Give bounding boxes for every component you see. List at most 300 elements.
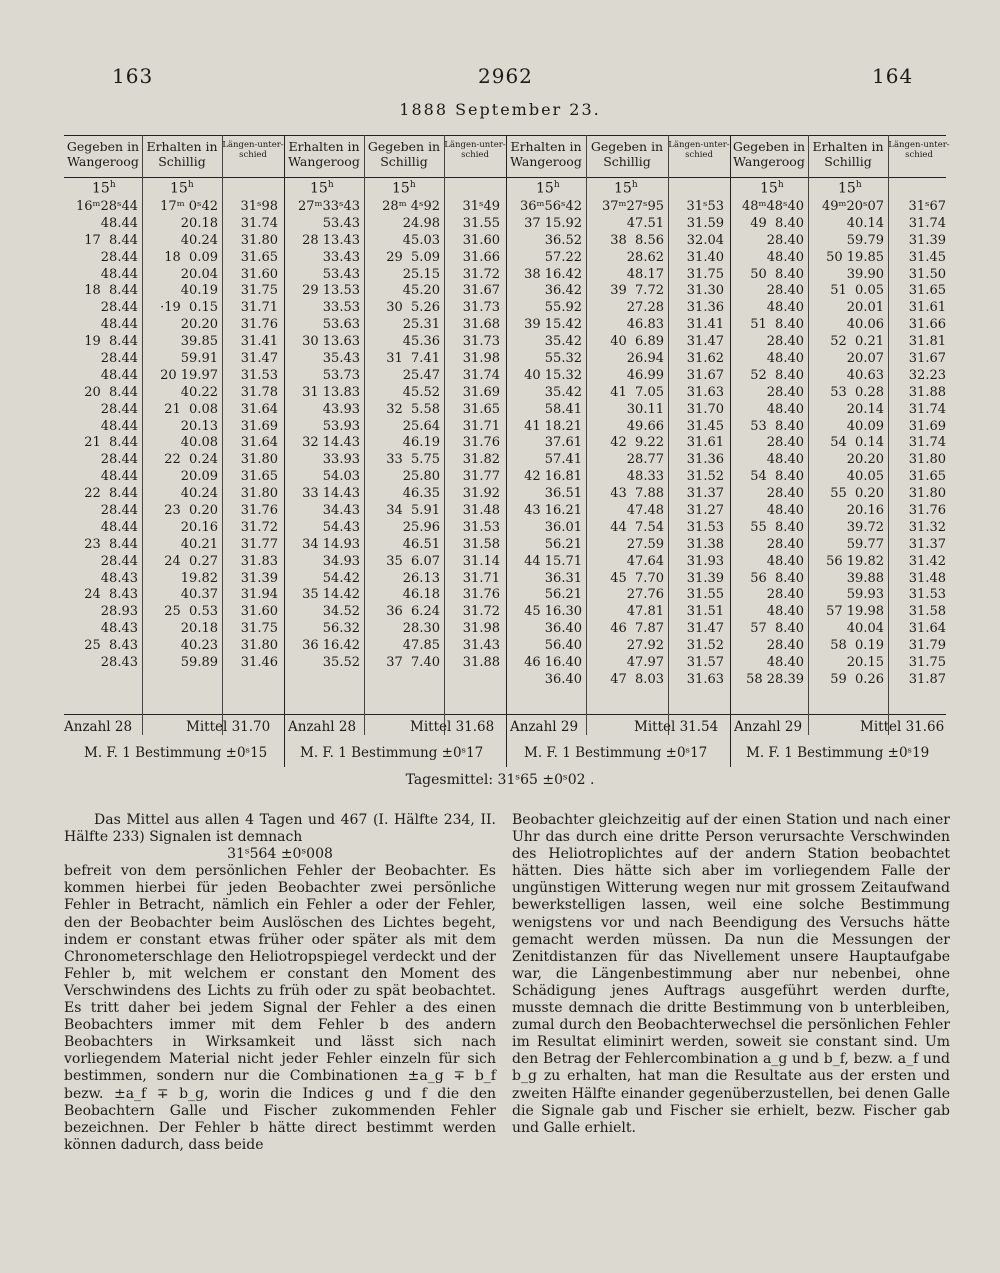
table-cell: 40.24 bbox=[180, 232, 218, 248]
page-number-right: 164 bbox=[872, 64, 914, 88]
table-cell: 48.43 bbox=[100, 621, 138, 637]
table-cell: 31.36 bbox=[686, 452, 724, 468]
table-cell: 53.63 bbox=[322, 317, 360, 333]
table-cell: 48.40 bbox=[766, 351, 804, 367]
table-cell: 25.47 bbox=[402, 367, 440, 383]
table-cell: 31.61 bbox=[908, 300, 946, 316]
table-cell: 40.05 bbox=[846, 469, 884, 485]
table-cell: 31.43 bbox=[462, 638, 500, 654]
table-cell: 31.36 bbox=[686, 300, 724, 316]
table-cell: 32.04 bbox=[686, 232, 724, 248]
table-cell: 55.32 bbox=[544, 351, 582, 367]
table-cell: 31.87 bbox=[908, 671, 946, 687]
table-cell: 45 16.30 bbox=[524, 604, 582, 620]
table-cell: 31.67 bbox=[908, 351, 946, 367]
table-cell: 31.76 bbox=[462, 587, 500, 603]
table-cell: 31.79 bbox=[908, 638, 946, 654]
table-cell: 50 19.85 bbox=[826, 249, 884, 265]
table-cell: 31.93 bbox=[686, 553, 724, 569]
table-cell: 20.15 bbox=[846, 655, 884, 671]
table-cell: 45.20 bbox=[402, 283, 440, 299]
column-header: Gegeben in Wangeroog bbox=[732, 139, 806, 169]
table-cell: 28.40 bbox=[766, 435, 804, 451]
table-cell: 19 8.44 bbox=[84, 334, 138, 350]
paragraph: befreit von dem persönlichen Fehler der Beobachter. Es kommen hierbei für jeden Beobachter zwei persönliche Fehler in Betracht, nämlich ein Fehler a oder der Fehler, den der Beobachter beim Auslöschen des Lichtes begeht, indem er constant etwas früher oder später als mit dem Chronometerschlage den Heliotropspiegel verdeckt und der Fehler b, mit welchem er constant den Moment des Verschwindens des Lichts zu früh oder zu spät beobachtet. Es tritt daher bei jedem Signal der Fehler a des einen Beobachters immer mit dem Fehler b des andern Beobachters in Wirksamkeit und lässt sich nach vorliegendem Material nicht jeder Fehler einzeln für sich bestimmen, sondern nur die Combinationen ±a_g ∓ b_f bezw. ±a_f ∓ b_g, worin die Indices g und f die den Beobachtern Galle und Fischer zukommenden Fehler bezeichnen. Der Fehler b hätte direct bestimmt werden können dadurch, dass beide bbox=[64, 863, 496, 1153]
table-cell: 46 16.40 bbox=[524, 655, 582, 671]
table-cell: 31.70 bbox=[686, 401, 724, 417]
table-cell: 28.44 bbox=[100, 249, 138, 265]
table-cell: 31.59 bbox=[686, 215, 724, 231]
table-cell: 47.51 bbox=[626, 215, 664, 231]
table-cell: 31.45 bbox=[908, 249, 946, 265]
table-cell: 28.44 bbox=[100, 503, 138, 519]
table-cell: 31.74 bbox=[908, 215, 946, 231]
table-cell: 50 8.40 bbox=[750, 266, 804, 282]
table-cell: 20.20 bbox=[846, 452, 884, 468]
table-cell: 48.43 bbox=[100, 570, 138, 586]
table-cell: 20.18 bbox=[180, 215, 218, 231]
table-cell: 31.38 bbox=[686, 536, 724, 552]
table-cell: 37ᵐ27ˢ95 bbox=[602, 199, 664, 214]
table-cell: 27.59 bbox=[626, 536, 664, 552]
table-cell: 58 0.19 bbox=[830, 638, 884, 654]
table-cell: 31.60 bbox=[240, 604, 278, 620]
table-cell: 31.74 bbox=[908, 435, 946, 451]
table-cell: 31.41 bbox=[240, 334, 278, 350]
table-cell: 40.14 bbox=[846, 215, 884, 231]
table-header-rule bbox=[64, 177, 946, 178]
table-cell: 25 8.43 bbox=[84, 638, 138, 654]
table-cell: 56.21 bbox=[544, 587, 582, 603]
table-cell: 20.01 bbox=[846, 300, 884, 316]
table-cell: 31.32 bbox=[908, 519, 946, 535]
table-cell: 31.60 bbox=[462, 232, 500, 248]
table-cell: 31.74 bbox=[908, 401, 946, 417]
table-cell: 28.40 bbox=[766, 486, 804, 502]
table-cell: 51 8.40 bbox=[750, 317, 804, 333]
table-cell: 35.42 bbox=[544, 334, 582, 350]
mean-error-label: M. F. 1 Bestimmung ±0ˢ17 bbox=[300, 745, 484, 761]
table-cell: 43 16.21 bbox=[524, 503, 582, 519]
table-cell: 31.65 bbox=[240, 249, 278, 265]
table-cell: 30 5.26 bbox=[386, 300, 440, 316]
table-cell: 35 14.42 bbox=[302, 587, 360, 603]
table-cell: 31.80 bbox=[908, 486, 946, 502]
table-cell: 40.22 bbox=[180, 384, 218, 400]
table-cell: 31.63 bbox=[686, 671, 724, 687]
table-cell: 31.72 bbox=[462, 266, 500, 282]
table-cell: 55.92 bbox=[544, 300, 582, 316]
table-cell: 38 16.42 bbox=[524, 266, 582, 282]
table-cell: 40.63 bbox=[846, 367, 884, 383]
table-cell: 40.19 bbox=[180, 283, 218, 299]
table-cell: 49ᵐ20ˢ07 bbox=[822, 199, 884, 214]
table-cell: 36.31 bbox=[544, 570, 582, 586]
table-cell: 31.69 bbox=[240, 418, 278, 434]
table-cell: 31.80 bbox=[240, 638, 278, 654]
table-cell: 48.40 bbox=[766, 249, 804, 265]
column-header: Gegeben in Wangeroog bbox=[66, 139, 140, 169]
table-cell: 31.76 bbox=[240, 503, 278, 519]
table-cell: 31.53 bbox=[462, 519, 500, 535]
table-cell: 36.51 bbox=[544, 486, 582, 502]
daily-mean: Tagesmittel: 31ˢ65 ±0ˢ02 . bbox=[405, 772, 595, 788]
table-cell: 48.40 bbox=[766, 503, 804, 519]
table-cell: 31.47 bbox=[686, 621, 724, 637]
table-cell: 36.42 bbox=[544, 283, 582, 299]
table-cell: 33.53 bbox=[322, 300, 360, 316]
table-cell: 31.75 bbox=[240, 621, 278, 637]
column-header: Gegeben in Schillig bbox=[590, 139, 664, 169]
table-cell: 31.82 bbox=[462, 452, 500, 468]
table-cell: 52 0.21 bbox=[830, 334, 884, 350]
table-cell: 28.77 bbox=[626, 452, 664, 468]
table-cell: 17ᵐ 0ˢ42 bbox=[160, 199, 218, 214]
table-cell: 47.64 bbox=[626, 553, 664, 569]
table-cell: 48.40 bbox=[766, 553, 804, 569]
table-cell: 28.40 bbox=[766, 283, 804, 299]
table-cell: 53.93 bbox=[322, 418, 360, 434]
table-cell: 57.22 bbox=[544, 249, 582, 265]
paragraph: Das Mittel aus allen 4 Tagen und 467 (I. Hälfte 234, II. Hälfte 233) Signalen ist demnach bbox=[64, 812, 496, 846]
table-cell: 31.64 bbox=[240, 401, 278, 417]
table-cell: 37 15.92 bbox=[524, 215, 582, 231]
table-cell: 17 8.44 bbox=[84, 232, 138, 248]
table-cell: 46 7.87 bbox=[610, 621, 664, 637]
table-cell: 27.28 bbox=[626, 300, 664, 316]
table-cell: 34.93 bbox=[322, 553, 360, 569]
table-cell: 31.80 bbox=[240, 452, 278, 468]
count-label: Anzahl 28 bbox=[288, 719, 357, 735]
table-cell: 47.85 bbox=[402, 638, 440, 654]
table-cell: 28.40 bbox=[766, 384, 804, 400]
table-cell: 42 9.22 bbox=[610, 435, 664, 451]
table-cell: 31.76 bbox=[908, 503, 946, 519]
table-cell: 28.93 bbox=[100, 604, 138, 620]
table-cell: 39 7.72 bbox=[610, 283, 664, 299]
table-cell: 31.76 bbox=[462, 435, 500, 451]
table-cell: 31.94 bbox=[240, 587, 278, 603]
table-cell: 42 16.81 bbox=[524, 469, 582, 485]
table-cell: 31.53 bbox=[686, 519, 724, 535]
data-column-given-wangeroog bbox=[730, 199, 804, 689]
table-cell: 20.07 bbox=[846, 351, 884, 367]
table-cell: 54 8.40 bbox=[750, 469, 804, 485]
table-cell: 37.61 bbox=[544, 435, 582, 451]
table-cell: 48.40 bbox=[766, 604, 804, 620]
table-cell: 31.65 bbox=[908, 283, 946, 299]
table-cell: 31.72 bbox=[240, 519, 278, 535]
table-cell: 55 8.40 bbox=[750, 519, 804, 535]
table-cell: 56.32 bbox=[322, 621, 360, 637]
table-cell: 23 0.20 bbox=[164, 503, 218, 519]
table-cell: 31 13.83 bbox=[302, 384, 360, 400]
table-cell: 31.47 bbox=[240, 351, 278, 367]
table-cell: 39 15.42 bbox=[524, 317, 582, 333]
mean-label: Mittel 31.68 bbox=[410, 719, 495, 735]
table-cell: 31.39 bbox=[908, 232, 946, 248]
table-cell: 47.81 bbox=[626, 604, 664, 620]
table-cell: 25.96 bbox=[402, 519, 440, 535]
page-number-center: 2962 bbox=[478, 64, 533, 88]
table-cell: 51 0.05 bbox=[830, 283, 884, 299]
table-cell: 49 8.40 bbox=[750, 215, 804, 231]
table-cell: 25.31 bbox=[402, 317, 440, 333]
table-cell: 39.72 bbox=[846, 519, 884, 535]
table-cell: 28.40 bbox=[766, 638, 804, 654]
table-cell: 31.88 bbox=[462, 655, 500, 671]
date-title: 1888 September 23. bbox=[399, 100, 601, 119]
table-cell: 48.40 bbox=[766, 655, 804, 671]
table-cell: 31.71 bbox=[462, 570, 500, 586]
table-cell: 31.81 bbox=[908, 334, 946, 350]
table-cell: 41 7.05 bbox=[610, 384, 664, 400]
table-cell: 46.83 bbox=[626, 317, 664, 333]
table-cell: 54 0.14 bbox=[830, 435, 884, 451]
table-cell: 20.13 bbox=[180, 418, 218, 434]
table-cell: 31.57 bbox=[686, 655, 724, 671]
table-cell: 48.44 bbox=[100, 215, 138, 231]
body-text-left bbox=[64, 812, 496, 1154]
table-cell: 21 8.44 bbox=[84, 435, 138, 451]
table-cell: 31.66 bbox=[462, 249, 500, 265]
table-cell: 31.58 bbox=[462, 536, 500, 552]
mean-error-label: M. F. 1 Bestimmung ±0ˢ15 bbox=[84, 745, 268, 761]
table-cell: 40.09 bbox=[846, 418, 884, 434]
table-cell: 40 15.32 bbox=[524, 367, 582, 383]
table-cell: 31.52 bbox=[686, 469, 724, 485]
table-cell: 36.40 bbox=[544, 621, 582, 637]
table-cell: 40.08 bbox=[180, 435, 218, 451]
table-cell: 31.98 bbox=[462, 351, 500, 367]
hour-label: 15$^h$ bbox=[536, 180, 560, 197]
table-cell: 34.52 bbox=[322, 604, 360, 620]
table-cell: 45.03 bbox=[402, 232, 440, 248]
table-cell: 31.53 bbox=[240, 367, 278, 383]
table-cell: 58.41 bbox=[544, 401, 582, 417]
table-cell: 27.76 bbox=[626, 587, 664, 603]
table-cell: 28ᵐ 4ˢ92 bbox=[382, 199, 440, 214]
table-cell: 36.01 bbox=[544, 519, 582, 535]
table-cell: 46.18 bbox=[402, 587, 440, 603]
hour-label: 15$^h$ bbox=[310, 180, 334, 197]
table-cell: 59.77 bbox=[846, 536, 884, 552]
table-cell: 26.13 bbox=[402, 570, 440, 586]
table-cell: 31.53 bbox=[908, 587, 946, 603]
table-cell: 30.11 bbox=[626, 401, 664, 417]
table-cell: 31.72 bbox=[462, 604, 500, 620]
table-cell: 53.73 bbox=[322, 367, 360, 383]
table-cell: 49.66 bbox=[626, 418, 664, 434]
column-header: Gegeben in Schillig bbox=[367, 139, 441, 169]
table-cell: 31.75 bbox=[686, 266, 724, 282]
table-cell: 59.79 bbox=[846, 232, 884, 248]
table-cell: 35 6.07 bbox=[386, 553, 440, 569]
table-cell: 47.48 bbox=[626, 503, 664, 519]
table-cell: 48.33 bbox=[626, 469, 664, 485]
table-cell: 31.67 bbox=[686, 367, 724, 383]
table-cell: 31.14 bbox=[462, 553, 500, 569]
table-cell: 24 8.43 bbox=[84, 587, 138, 603]
table-cell: 59.91 bbox=[180, 351, 218, 367]
table-cell: 31.78 bbox=[240, 384, 278, 400]
table-cell: 48.44 bbox=[100, 367, 138, 383]
table-cell: 18 8.44 bbox=[84, 283, 138, 299]
table-cell: 31 7.41 bbox=[386, 351, 440, 367]
table-cell: 31.61 bbox=[686, 435, 724, 451]
table-cell: 31.75 bbox=[240, 283, 278, 299]
table-cell: 25.80 bbox=[402, 469, 440, 485]
table-cell: 31.37 bbox=[686, 486, 724, 502]
table-cell: 31.40 bbox=[686, 249, 724, 265]
table-cell: 53.43 bbox=[322, 215, 360, 231]
table-cell: 20.20 bbox=[180, 317, 218, 333]
table-cell: 24 0.27 bbox=[164, 553, 218, 569]
table-cell: 28.40 bbox=[766, 232, 804, 248]
table-cell: 31.39 bbox=[240, 570, 278, 586]
table-cell: 44 15.71 bbox=[524, 553, 582, 569]
table-cell: 28.44 bbox=[100, 452, 138, 468]
table-cell: 30 13.63 bbox=[302, 334, 360, 350]
table-cell: 31.46 bbox=[240, 655, 278, 671]
table-cell: 53.43 bbox=[322, 266, 360, 282]
table-cell: 40.04 bbox=[846, 621, 884, 637]
table-cell: 31.47 bbox=[686, 334, 724, 350]
table-cell: 59 0.26 bbox=[830, 671, 884, 687]
table-cell: 20.04 bbox=[180, 266, 218, 282]
table-cell: 31.64 bbox=[240, 435, 278, 451]
table-cell: 20.09 bbox=[180, 469, 218, 485]
table-cell: 20 19.97 bbox=[160, 367, 218, 383]
table-cell: 39.88 bbox=[846, 570, 884, 586]
table-cell: 28 13.43 bbox=[302, 232, 360, 248]
table-cell: 56 8.40 bbox=[750, 570, 804, 586]
table-cell: 27ᵐ33ˢ43 bbox=[298, 199, 360, 214]
table-cell: 20.16 bbox=[180, 519, 218, 535]
table-cell: 31.55 bbox=[686, 587, 724, 603]
table-cell: 46.35 bbox=[402, 486, 440, 502]
mean-label: Mittel 31.66 bbox=[860, 719, 945, 735]
table-cell: 40.06 bbox=[846, 317, 884, 333]
table-cell: 31.27 bbox=[686, 503, 724, 519]
table-cell: 53 8.40 bbox=[750, 418, 804, 434]
table-cell: 47.97 bbox=[626, 655, 664, 671]
table-cell: 31.65 bbox=[908, 469, 946, 485]
column-header: Erhalten in Schillig bbox=[812, 139, 884, 169]
data-column-difference bbox=[444, 199, 500, 672]
mean-label: Mittel 31.70 bbox=[186, 719, 271, 735]
table-cell: 57.41 bbox=[544, 452, 582, 468]
table-cell: 48.17 bbox=[626, 266, 664, 282]
hour-label: 15$^h$ bbox=[92, 180, 116, 197]
table-cell: 29 5.09 bbox=[386, 249, 440, 265]
table-cell: 34 5.91 bbox=[386, 503, 440, 519]
data-column-given-schillig bbox=[586, 199, 664, 689]
table-cell: 44 7.54 bbox=[610, 519, 664, 535]
table-cell: 48.40 bbox=[766, 300, 804, 316]
data-column-received-wangeroog bbox=[284, 199, 360, 672]
table-cell: 47 8.03 bbox=[610, 671, 664, 687]
table-cell: 31.67 bbox=[462, 283, 500, 299]
table-cell: 39.85 bbox=[180, 334, 218, 350]
table-cell: 31.55 bbox=[462, 215, 500, 231]
table-cell: 28.62 bbox=[626, 249, 664, 265]
data-column-difference bbox=[668, 199, 724, 689]
table-cell: 31.42 bbox=[908, 553, 946, 569]
table-cell: 48ᵐ48ˢ40 bbox=[742, 199, 804, 214]
table-cell: 36 16.42 bbox=[302, 638, 360, 654]
table-cell: 31ˢ98 bbox=[240, 199, 278, 214]
table-cell: 48.44 bbox=[100, 469, 138, 485]
table-cell: 31.88 bbox=[908, 384, 946, 400]
hour-label: 15$^h$ bbox=[614, 180, 638, 197]
table-cell: 43 7.88 bbox=[610, 486, 664, 502]
table-cell: 55 0.20 bbox=[830, 486, 884, 502]
paragraph: Beobachter gleichzeitig auf der einen Station und nach einer Uhr das durch eine dritte Person verursachte Verschwinden des Heliotroplichtes auf der andern Station beobachtet hätten. Dies hätte sich aber im vorliegendem Falle der ungünstigen Witterung wegen nur mit grossem Zeitaufwand bewerkstelligen lassen, weil eine solche Bestimmung wenigstens vor und nach Beendigung des Versuchs hätte gemacht werden müssen. Da nun die Messungen der Zenitdistanzen für das Nivellement unsere Hauptaufgabe war, die Längenbestimmung aber nur nebenbei, ohne Schädigung jenes Auftrags ausgeführt werden durfte, musste demnach die dritte Bestimmung von b unterbleiben, zumal durch den Beobachterwechsel die persönlichen Fehler im Resultat eliminirt werden, soweit sie constant sind. Um den Betrag der Fehlercombination a_g und b_f, bezw. a_f und b_g zu erhalten, hat man die Resultate aus der ersten und zweiten Hälfte einander gegenüberzustellen, bei denen Galle die Signale gab und Fischer sie erhielt, bezw. Fischer gab und Galle erhielt. bbox=[512, 812, 950, 1136]
table-cell: 31.80 bbox=[240, 486, 278, 502]
table-cell: 31.74 bbox=[240, 215, 278, 231]
table-cell: 25.64 bbox=[402, 418, 440, 434]
table-cell: 31.80 bbox=[240, 232, 278, 248]
table-cell: 39.90 bbox=[846, 266, 884, 282]
table-cell: 28.44 bbox=[100, 300, 138, 316]
count-label: Anzahl 28 bbox=[64, 719, 133, 735]
table-cell: 31.39 bbox=[686, 570, 724, 586]
table-cell: 53 0.28 bbox=[830, 384, 884, 400]
table-cell: 48.40 bbox=[766, 401, 804, 417]
table-cell: 31.41 bbox=[686, 317, 724, 333]
table-cell: 31.48 bbox=[462, 503, 500, 519]
table-cell: 31.92 bbox=[462, 486, 500, 502]
table-cell: ·19 0.15 bbox=[160, 300, 218, 316]
mean-error-label: M. F. 1 Bestimmung ±0ˢ17 bbox=[524, 745, 708, 761]
table-cell: 28.40 bbox=[766, 536, 804, 552]
table-cell: 31.51 bbox=[686, 604, 724, 620]
table-cell: 56.40 bbox=[544, 638, 582, 654]
table-cell: 31.71 bbox=[240, 300, 278, 316]
table-cell: 21 0.08 bbox=[164, 401, 218, 417]
table-cell: 33 14.43 bbox=[302, 486, 360, 502]
table-cell: 31.77 bbox=[240, 536, 278, 552]
formula: 31ˢ564 ±0ˢ008 bbox=[227, 846, 333, 863]
column-header: Längen-unter-schied bbox=[222, 140, 284, 160]
table-cell: 31.69 bbox=[908, 418, 946, 434]
table-cell: 46.19 bbox=[402, 435, 440, 451]
table-cell: 20 8.44 bbox=[84, 384, 138, 400]
table-cell: 59.89 bbox=[180, 655, 218, 671]
table-cell: 24.98 bbox=[402, 215, 440, 231]
table-cell: 40.24 bbox=[180, 486, 218, 502]
data-column-difference bbox=[888, 199, 946, 689]
table-cell: 19.82 bbox=[180, 570, 218, 586]
table-cell: 48.44 bbox=[100, 317, 138, 333]
column-header: Längen-unter-schied bbox=[888, 140, 950, 160]
table-cell: 54.43 bbox=[322, 519, 360, 535]
table-cell: 31.80 bbox=[908, 452, 946, 468]
table-cell: 18 0.09 bbox=[164, 249, 218, 265]
table-cell: 40.21 bbox=[180, 536, 218, 552]
table-cell: 40.23 bbox=[180, 638, 218, 654]
table-cell: 57 8.40 bbox=[750, 621, 804, 637]
table-cell: 29 13.53 bbox=[302, 283, 360, 299]
table-cell: 31.73 bbox=[462, 300, 500, 316]
table-cell: 31ˢ53 bbox=[686, 199, 724, 214]
count-label: Anzahl 29 bbox=[510, 719, 579, 735]
table-cell: 45.36 bbox=[402, 334, 440, 350]
data-column-given-wangeroog bbox=[64, 199, 138, 672]
table-cell: 36 6.24 bbox=[386, 604, 440, 620]
table-cell: 31.48 bbox=[908, 570, 946, 586]
